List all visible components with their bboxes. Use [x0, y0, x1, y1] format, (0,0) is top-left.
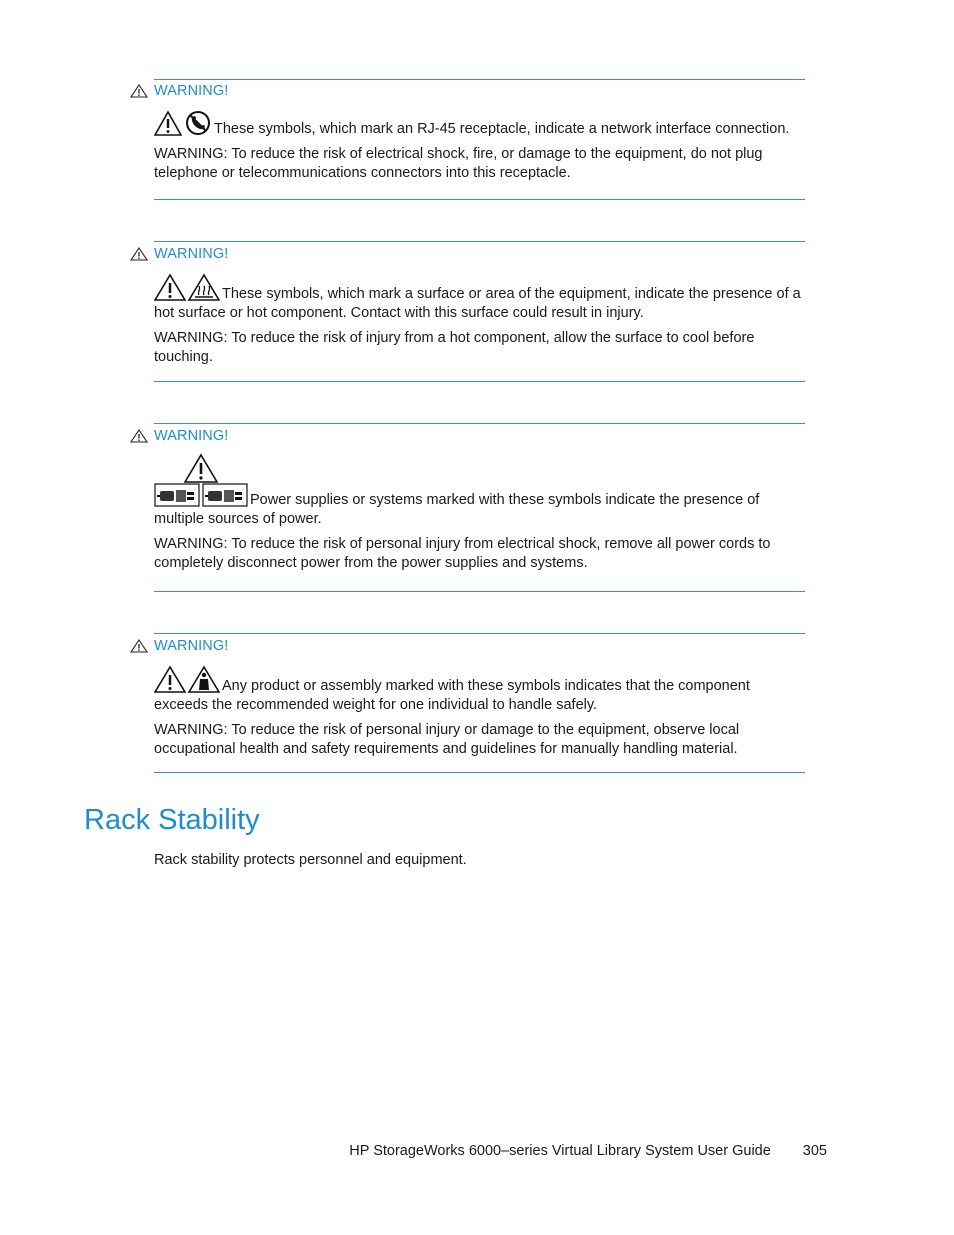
warning-symbol-paragraph [154, 273, 806, 323]
warning-symbol-paragraph [154, 483, 806, 529]
warning-text: WARNING: To reduce the risk of electrical shock, fire, or damage to the equipment, do not plug telephone or telecommunications connectors into this receptacle. [154, 146, 763, 181]
warning-heading [130, 426, 228, 446]
warning-symbol-text: Power supplies or systems marked with these symbols indicate the presence of multiple sources of power. [154, 492, 760, 527]
hot-surface-icon [188, 273, 220, 301]
caution-triangle-icon [184, 453, 806, 483]
warning-symbol-text: Any product or assembly marked with these symbols indicates that the component exceeds the recommended weight for one individual to handle safely. [154, 678, 750, 713]
warning-heading [130, 636, 228, 656]
warning-label: WARNING! [154, 83, 229, 99]
caution-triangle-icon [154, 110, 182, 136]
caution-triangle-icon [130, 247, 148, 261]
caution-triangle-icon [154, 273, 186, 301]
warning-text: WARNING: To reduce the risk of personal injury from electrical shock, remove all power cords to completely disconnect power from the power supplies and systems. [154, 536, 771, 571]
warning-text: WARNING: To reduce the risk of personal injury or damage to the equipment, observe local occupational health and safety requirements and guidelines for manually handling material. [154, 722, 740, 757]
no-phone-icon [184, 110, 212, 136]
warning-heading [130, 81, 228, 101]
footer-doc-title: HP StorageWorks 6000–series Virtual Library System User Guide [349, 1143, 771, 1159]
section-intro: Rack stability protects personnel and equipment. [154, 852, 467, 868]
warning-top-rule [154, 241, 805, 242]
power-plug-icon [154, 483, 200, 507]
caution-triangle-icon [130, 639, 148, 653]
section-title: Rack Stability [84, 804, 260, 836]
warning-heading [130, 244, 228, 264]
warning-symbol-text: These symbols, which mark an RJ-45 receptacle, indicate a network interface connection. [214, 121, 790, 137]
warning-top-rule [154, 633, 805, 634]
warning-label: WARNING! [154, 246, 229, 262]
warning-symbol-paragraph [154, 665, 806, 715]
warning-text: WARNING: To reduce the risk of injury from a hot component, allow the surface to cool before touching. [154, 330, 755, 365]
warning-label: WARNING! [154, 428, 229, 444]
warning-bottom-rule [154, 591, 805, 592]
page-number: 305 [802, 1143, 827, 1159]
warning-bottom-rule [154, 772, 805, 773]
warning-symbol-paragraph [154, 110, 806, 139]
warning-bottom-rule [154, 381, 805, 382]
caution-triangle-icon [130, 429, 148, 443]
warning-label: WARNING! [154, 638, 229, 654]
warning-top-rule [154, 79, 805, 80]
caution-triangle-icon [130, 84, 148, 98]
page-footer [349, 1143, 827, 1159]
warning-top-rule [154, 423, 805, 424]
warning-bottom-rule [154, 199, 805, 200]
heavy-weight-icon [188, 665, 220, 693]
warning-symbol-text: These symbols, which mark a surface or area of the equipment, indicate the presence of a hot surface or hot component. Contact with this surface could result in injury. [154, 286, 801, 321]
caution-triangle-icon [154, 665, 186, 693]
power-plug-icon [202, 483, 248, 507]
